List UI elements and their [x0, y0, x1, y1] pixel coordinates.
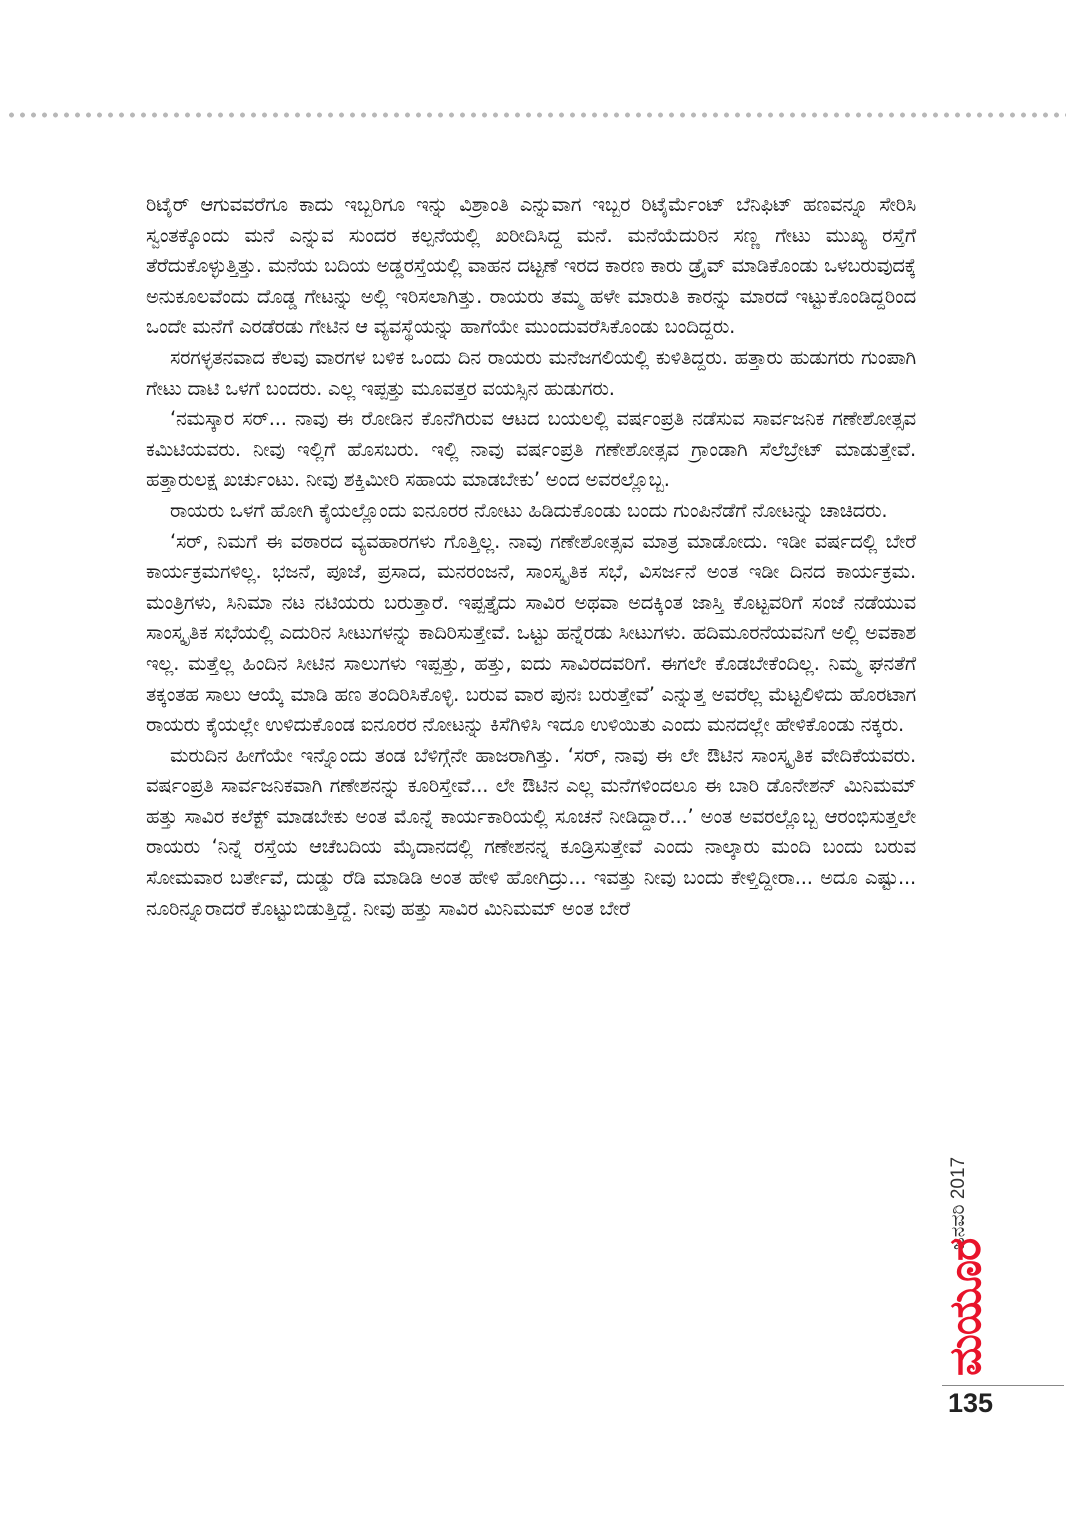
page-margin-meta	[940, 1110, 1000, 1380]
story-paragraph: ರಾಯರು ಒಳಗೆ ಹೋಗಿ ಕೈಯಲ್ಲೊಂದು ಐನೂರರ ನೋಟು ಹಿಡಿದುಕೊಂಡು ಬಂದು ಗುಂಪಿನೆಡೆಗೆ ನೋಟನ್ನು ಚಾಚಿದರು.	[170, 498, 888, 522]
story-paragraph: ‘ನಮಸ್ಕಾರ ಸರ್... ನಾವು ಈ ರೋಡಿನ ಕೊನೆಗಿರುವ ಆಟದ ಬಯಲಲ್ಲಿ ವರ್ಷಂಪ್ರತಿ ನಡೆಸುವ ಸಾರ್ವಜನಿಕ ಗಣೇಶೋತ್ಸವ ಕಮಿಟಿಯವರು. ನೀವು ಇಲ್ಲಿಗೆ ಹೊಸಬರು. ಇಲ್ಲಿ ನಾವು ವರ್ಷಂಪ್ರತಿ ಗಣೇಶೋತ್ಸವ ಗ್ರಾಂಡಾಗಿ ಸೆಲೆಬ್ರೇಟ್ ಮಾಡುತ್ತೇವೆ. ಹತ್ತಾರುಲಕ್ಷ ಖರ್ಚುಂಟು. ನೀವು ಶಕ್ತಿಮೀರಿ ಸಹಾಯ ಮಾಡಬೇಕು’ ಅಂದ ಅವರಲ್ಲೊಬ್ಬ.	[146, 407, 916, 492]
story-paragraph: ಮರುದಿನ ಹೀಗೆಯೇ ಇನ್ನೊಂದು ತಂಡ ಬೆಳಿಗ್ಗೆನೇ ಹಾಜರಾಗಿತ್ತು. ‘ಸರ್, ನಾವು ಈ ಲೇ ಔಟಿನ ಸಾಂಸ್ಕೃತಿಕ ವೇದಿಕೆಯವರು. ವರ್ಷಂಪ್ರತಿ ಸಾರ್ವಜನಿಕವಾಗಿ ಗಣೇಶನನ್ನು ಕೂರಿಸ್ತೇವೆ... ಲೇ ಔಟಿನ ಎಲ್ಲ ಮನೆಗಳಿಂದಲೂ ಈ ಬಾರಿ ಡೊನೇಶನ್ ಮಿನಿಮಮ್ ಹತ್ತು ಸಾವಿರ ಕಲೆಕ್ಟ್ ಮಾಡಬೇಕು ಅಂತ ಮೊನ್ನೆ ಕಾರ್ಯಕಾರಿಯಲ್ಲಿ ಸೂಚನೆ ನೀಡಿದ್ದಾರೆ...’ ಅಂತ ಅವರಲ್ಲೊಬ್ಬ ಆರಂಭಿಸುತ್ತಲೇ ರಾಯರು ‘ನಿನ್ನೆ ರಸ್ತೆಯ ಆಚೆಬದಿಯ ಮೈದಾನದಲ್ಲಿ ಗಣೇಶನನ್ನ ಕೂಡ್ರಿಸುತ್ತೇವೆ ಎಂದು ನಾಲ್ಕಾರು ಮಂದಿ ಬಂದು ಬರುವ ಸೋಮವಾರ ಬರ್ತೇವೆ, ದುಡ್ಡು ರೆಡಿ ಮಾಡಿಡಿ ಅಂತ ಹೇಳಿ ಹೋಗಿದ್ರು... ಇವತ್ತು ನೀವು ಬಂದು ಕೇಳ್ತಿದ್ದೀರಾ... ಅದೂ ಎಷ್ಟು... ನೂರಿನ್ನೂರಾದರೆ ಕೊಟ್ಟುಬಿಡುತ್ತಿದ್ದೆ. ನೀವು ಹತ್ತು ಸಾವಿರ ಮಿನಿಮಮ್ ಅಂತ ಬೇರೆ	[146, 743, 916, 920]
folio-rule	[942, 1385, 1064, 1386]
story-paragraph: ರಿಟೈರ್ ಆಗುವವರೆಗೂ ಕಾದು ಇಬ್ಬರಿಗೂ ಇನ್ನು ವಿಶ್ರಾಂತಿ ಎನ್ನುವಾಗ ಇಬ್ಬರ ರಿಟೈರ್ಮೆಂಟ್ ಬೆನಿಫಿಟ್ ಹಣವನ್ನೂ ಸೇರಿಸಿ ಸ್ವಂತಕ್ಕೊಂದು ಮನೆ ಎನ್ನುವ ಸುಂದರ ಕಲ್ಪನೆಯಲ್ಲಿ ಖರೀದಿಸಿದ್ದ ಮನೆ. ಮನೆಯೆದುರಿನ ಸಣ್ಣ ಗೇಟು ಮುಖ್ಯ ರಸ್ತೆಗೆ ತೆರೆದುಕೊಳ್ಳುತ್ತಿತ್ತು. ಮನೆಯ ಬದಿಯ ಅಡ್ಡರಸ್ತೆಯಲ್ಲಿ ವಾಹನ ದಟ್ಟಣೆ ಇರದ ಕಾರಣ ಕಾರು ಡ್ರೈವ್ ಮಾಡಿಕೊಂಡು ಒಳಬರುವುದಕ್ಕೆ ಅನುಕೂಲವೆಂದು ದೊಡ್ಡ ಗೇಟನ್ನು ಅಲ್ಲಿ ಇರಿಸಲಾಗಿತ್ತು. ರಾಯರು ತಮ್ಮ ಹಳೇ ಮಾರುತಿ ಕಾರನ್ನು ಮಾರದೆ ಇಟ್ಟುಕೊಂಡಿದ್ದರಿಂದ ಒಂದೇ ಮನೆಗೆ ಎರಡೆರಡು ಗೇಟಿನ ಆ ವ್ಯವಸ್ಥೆಯನ್ನು ಹಾಗೆಯೇ ಮುಂದುವರೆಸಿಕೊಂಡು ಬಂದಿದ್ದರು.	[146, 193, 916, 339]
story-paragraph: ‘ಸರ್, ನಿಮಗೆ ಈ ವಠಾರದ ವ್ಯವಹಾರಗಳು ಗೊತ್ತಿಲ್ಲ. ನಾವು ಗಣೇಶೋತ್ಸವ ಮಾತ್ರ ಮಾಡೋದು. ಇಡೀ ವರ್ಷದಲ್ಲಿ ಬೇರೆ ಕಾರ್ಯಕ್ರಮಗಳಿಲ್ಲ. ಭಜನೆ, ಪೂಜೆ, ಪ್ರಸಾದ, ಮನರಂಜನೆ, ಸಾಂಸ್ಕೃತಿಕ ಸಭೆ, ವಿಸರ್ಜನೆ ಅಂತ ಇಡೀ ದಿನದ ಕಾರ್ಯಕ್ರಮ. ಮಂತ್ರಿಗಳು, ಸಿನಿಮಾ ನಟ ನಟಿಯರು ಬರುತ್ತಾರೆ. ಇಪ್ಪತ್ತೈದು ಸಾವಿರ ಅಥವಾ ಅದಕ್ಕಿಂತ ಜಾಸ್ತಿ ಕೊಟ್ಟವರಿಗೆ ಸಂಜೆ ನಡೆಯುವ ಸಾಂಸ್ಕೃತಿಕ ಸಭೆಯಲ್ಲಿ ಎದುರಿನ ಸೀಟುಗಳನ್ನು ಕಾದಿರಿಸುತ್ತೇವೆ. ಒಟ್ಟು ಹನ್ನೆರಡು ಸೀಟುಗಳು. ಹದಿಮೂರನೆಯವನಿಗೆ ಅಲ್ಲಿ ಅವಕಾಶ ಇಲ್ಲ. ಮತ್ತೆಲ್ಲ ಹಿಂದಿನ ಸೀಟಿನ ಸಾಲುಗಳು ಇಪ್ಪತ್ತು, ಹತ್ತು, ಐದು ಸಾವಿರದವರಿಗೆ. ಈಗಲೇ ಕೊಡಬೇಕೆಂದಿಲ್ಲ. ನಿಮ್ಮ ಘನತೆಗೆ ತಕ್ಕಂತಹ ಸಾಲು ಆಯ್ಕೆ ಮಾಡಿ ಹಣ ತಂದಿರಿಸಿಕೊಳ್ಳಿ. ಬರುವ ವಾರ ಪುನಃ ಬರುತ್ತೇವೆ’ ಎನ್ನುತ್ತ ಅವರೆಲ್ಲ ಮೆಟ್ಟಲಿಳಿದು ಹೊರಟಾಗ ರಾಯರು ಕೈಯಲ್ಲೇ ಉಳಿದುಕೊಂಡ ಐನೂರರ ನೋಟನ್ನು ಕಿಸೆಗಿಳಿಸಿ ಇದೂ ಉಳಿಯಿತು ಎಂದು ಮನದಲ್ಲೇ ಹೇಳಿಕೊಂಡು ನಕ್ಕರು.	[146, 529, 916, 737]
story-paragraph: ಸರಗಳ್ಳತನವಾದ ಕೆಲವು ವಾರಗಳ ಬಳಿಕ ಒಂದು ದಿನ ರಾಯರು ಮನೆಜಗಲಿಯಲ್ಲಿ ಕುಳಿತಿದ್ದರು. ಹತ್ತಾರು ಹುಡುಗರು ಗುಂಪಾಗಿ ಗೇಟು ದಾಟಿ ಒಳಗೆ ಬಂದರು. ಎಲ್ಲ ಇಪ್ಪತ್ತು ಮೂವತ್ತರ ವಯಸ್ಸಿನ ಹುಡುಗರು.	[146, 345, 916, 400]
story-body	[146, 190, 916, 924]
magazine-logo: ಮಯೂರ	[940, 1238, 991, 1376]
dotted-header-rule	[6, 112, 1066, 118]
page-number: 135	[948, 1388, 994, 1418]
issue-date: ಜನವರಿ 2017	[948, 1156, 969, 1250]
